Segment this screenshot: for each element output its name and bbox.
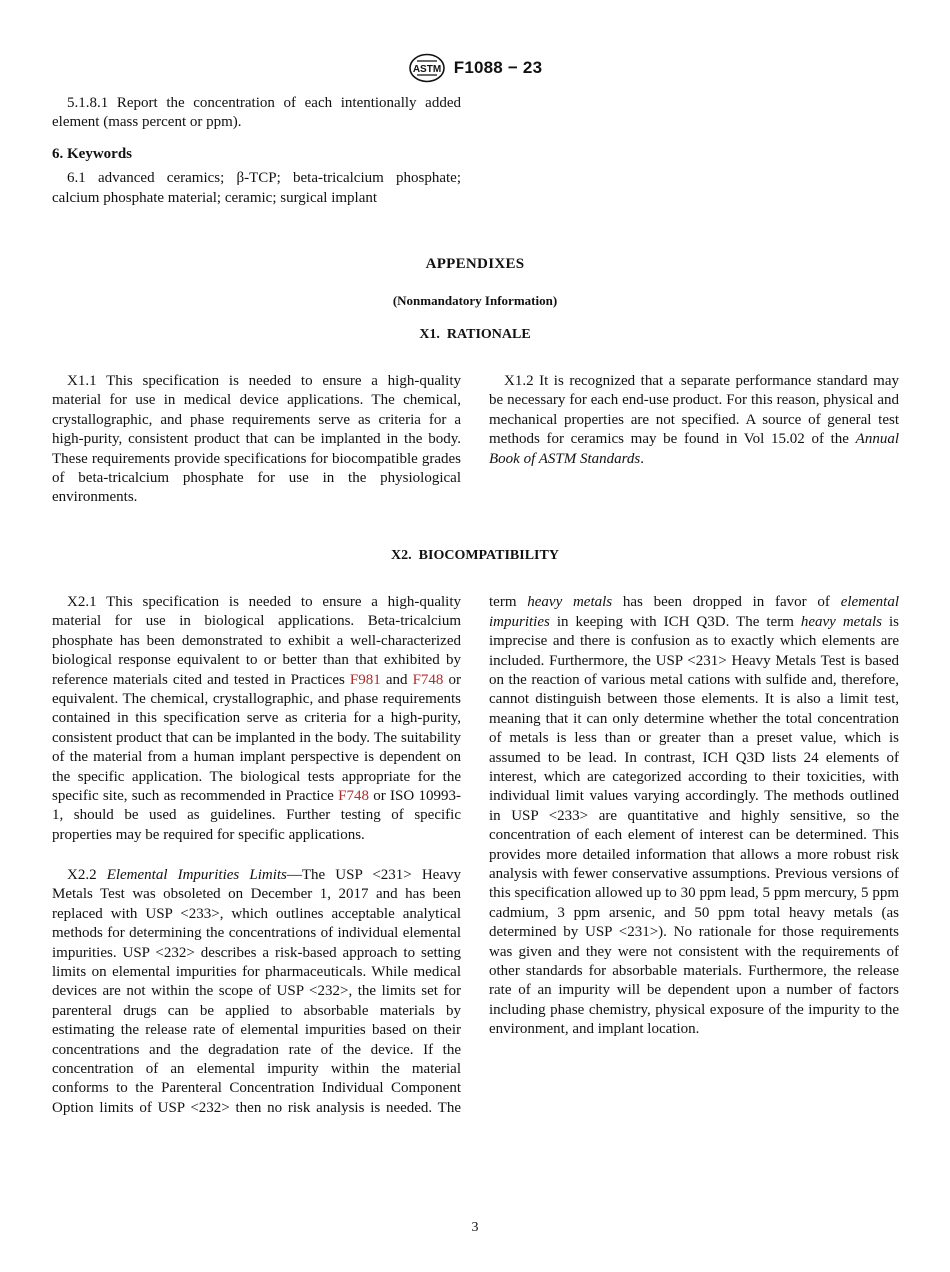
page-number: 3 (471, 1220, 479, 1235)
x2-2-lead: X2.2 (67, 867, 107, 883)
section-5-1-8-1 (52, 94, 461, 133)
appendixes-title: APPENDIXES (425, 256, 525, 272)
x2-heading: X2. BIOCOMPATIBILITY (391, 548, 559, 563)
x2-2-left-part (52, 866, 461, 1116)
paragraph-x2-2 (52, 866, 461, 1116)
x1-right-column (489, 372, 899, 469)
x2-1-and: and (380, 671, 413, 688)
link-f748-second[interactable]: F748 (338, 788, 369, 805)
x2-2-right-part: term heavy metals has been dropped in favor of elemental impurities in keeping with ICH Q3D. The term heavy metals is imprecise and there is confusion as to exactly which elements are included. Furthermore, the USP <231> Heavy Metals Test is based on the reaction of various metal cations with sulfide and, therefore, cannot distinguish between those elements. It is also a limit test, meaning that it can only determine whether the total concentration of metals is less than or greater than a preset value, which is assumed to be lead. In contrast, ICH Q3D lists 24 elements of interest, which are categorized according to their toxicities, with individual limit values varying accordingly. The methods outlined in USP <233> are quantitative and highly sensitive, so the concentration of each element of interest can be determined. This provides more detailed information that allows a more robust risk analysis with fewer conservative assumptions. Previous versions of this specification allowed up to 30 ppm lead, 5 ppm mercury, 5 ppm cadmium, 3 ppm arsenic, and 50 ppm total heavy metals (as determined by USP <231>). No rationale for those requirements was given and they were not consistent with the requirements of other standards for absorbable materials. Furthermore, the release rate of an impurity will be dependent upon a number of factors including phase chemistry, physical exposure of the impurity to the environment, and implant location. (489, 594, 899, 1038)
logo-text: ASTM (412, 64, 441, 75)
x2-1-text-c: or ISO 10993-1, should be used as guidelines. Further testing of specific properties may be required for specific applications. (52, 788, 461, 843)
x2-left-column (52, 593, 461, 845)
paragraph-x2-1 (52, 593, 461, 845)
paragraph-5-1-8-1: 5.1.8.1 Report the concentration of each intentionally added element (mass percent or ppm). (52, 95, 461, 131)
x2-2-text-a: —The USP <231> Heavy Metals Test was obsoleted on December 1, 2017 and has been replaced with USP <233>, which outlines acceptable analytical methods for determining the concentrations of individual elemental impurities. USP <232> describes a risk-based approach to setting limits on elemental impurities for pharmaceuticals. While medical devices are not within the scope of USP <232>, the limits set for parenteral drugs can be applied to absorbable materials by estimating the release rate of elemental impurities based on their concentrations and the degradation rate of the device. If the concentration of an elemental impurity within the material conforms to the Parenteral Concentration Individual Component Option limits of USP <232> then no risk analysis is needed. The (52, 867, 461, 1116)
x2-2-subject: Elemental Impurities Limits (106, 867, 287, 883)
x1-left-column (52, 372, 461, 508)
x2-1-text-a: X2.1 This specification is needed to ensure a high-quality material for use in biological applications. Beta-tricalcium phosphate has been demonstrated to exhibit a well-characterized biological response equivalent to or better than that exhibited by reference materials cited and tested in Practices (52, 594, 461, 688)
paragraph-x1-1: X1.1 This specification is needed to ensure a high-quality material for use in medical device applications. The chemical, crystallographic, and phase requirements serve as criteria for a high-purity, consistent product that can be implanted in the body. These requirements provide specifications for biocompatible grades of beta-tricalcium phosphate for use in the physiological environments. (52, 373, 461, 506)
annual-book-title: Annual Book of ASTM Standards (489, 431, 899, 467)
astm-logo-icon (408, 53, 446, 83)
page-header (0, 52, 950, 84)
x1-2-text: X1.2 It is recognized that a separate performance standard may be necessary for each end-use product. For this reason, physical and mechanical properties are not specified. A source of general test methods for ceramics may be found in Vol 15.02 of the (489, 373, 899, 448)
keywords-heading: 6. Keywords (52, 146, 132, 162)
keywords-text: 6.1 advanced ceramics; β-TCP; beta-tricalcium phosphate; calcium phosphate material; ceramic; surgical implant (52, 170, 461, 206)
x1-heading: X1. RATIONALE (419, 327, 531, 342)
document-id: F1088 − 23 (453, 58, 543, 77)
appendixes-subtitle: (Nonmandatory Information) (392, 293, 558, 308)
paragraph-x1-2 (489, 372, 899, 469)
x1-2-end: . (640, 450, 645, 467)
link-f748[interactable]: F748 (412, 671, 444, 688)
keywords-section (52, 145, 461, 208)
link-f981[interactable]: F981 (349, 671, 381, 688)
x2-1-text-b: or equivalent. The chemical, crystallographic, and phase requirements contained in this specification serve as criteria for a high-purity, consistent product that can be implanted in the body. The suitability of the material from a human implant perspective is dependent on the specific application. The biological tests appropriate for the specific site, such as recommended in Practice (52, 671, 461, 805)
